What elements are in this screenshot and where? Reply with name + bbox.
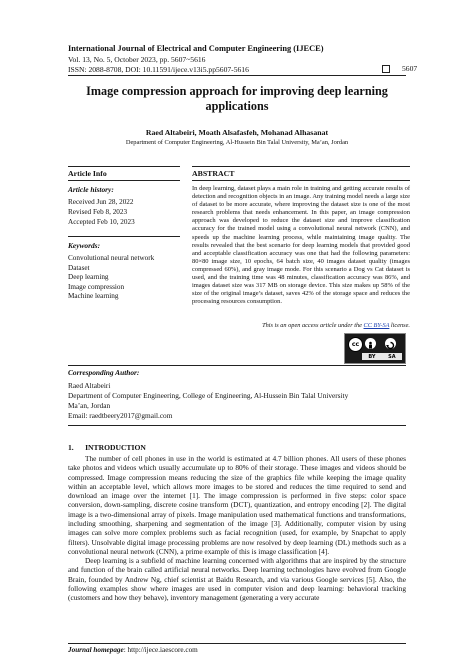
keywords-rule (68, 236, 180, 237)
introduction-heading: 1. INTRODUCTION (68, 443, 146, 452)
header-rule (68, 75, 406, 76)
journal-homepage-url[interactable]: : http://ijece.iaescore.com (123, 646, 198, 654)
page-number: 5607 (402, 64, 418, 73)
article-history-label: Article history: (68, 185, 114, 194)
accepted-date: Accepted Feb 10, 2023 (68, 218, 135, 226)
attribution-person-icon (365, 338, 376, 349)
keywords-label: Keywords: (68, 241, 101, 250)
volume-info: Vol. 13, No. 5, October 2023, pp. 5607~5616 (68, 55, 206, 64)
revised-date: Revised Feb 8, 2023 (68, 208, 128, 216)
creative-commons-icon: cc (348, 337, 363, 352)
paper-title (68, 84, 406, 114)
author-department: Department of Computer Engineering, Al-Hussein Bin Talal University, Ma’an, Jordan (125, 139, 349, 146)
share-alike-arrow-icon (385, 340, 396, 351)
corresponding-affiliation: Department of Computer Engineering, College of Engineering, Al-Hussein Bin Talal University (68, 391, 349, 400)
badge-sa-label: SA (388, 353, 396, 360)
corresponding-bottom-rule (68, 425, 406, 426)
paper-authors: Raed Altabeiri, Moath Alsafasfeh, Mohanad Alhasanat (145, 128, 329, 137)
paper-title-line2: applications (205, 99, 269, 113)
license-badge-strip (362, 353, 402, 360)
article-info-heading: Article Info (68, 169, 107, 178)
share-alike-icon (385, 338, 396, 349)
keyword-item: Machine learning (68, 292, 119, 301)
abstract-top-rule (192, 166, 410, 167)
keyword-item: Image compression (68, 282, 125, 291)
corresponding-author-label: Corresponding Author: (68, 368, 140, 377)
abstract-heading-rule (192, 180, 410, 181)
keyword-item: Deep learning (68, 273, 109, 282)
issn-doi: ISSN: 2088-8708, DOI: 10.11591/ijece.v13i5.pp5607-5616 (68, 65, 249, 74)
keyword-item: Dataset (68, 263, 90, 272)
open-access-note (192, 322, 410, 329)
info-heading-rule (68, 180, 180, 181)
journal-name: International Journal of Electrical and Computer Engineering (IJECE) (68, 44, 324, 53)
corresponding-name: Raed Altabeiri (68, 381, 111, 390)
open-access-suffix: license. (389, 322, 410, 329)
keyword-item: Convolutional neural network (68, 254, 155, 262)
corresponding-top-rule (68, 365, 406, 366)
journal-homepage-label: Journal homepage (68, 646, 124, 654)
journal-homepage (68, 646, 198, 654)
abstract-text: In deep learning, dataset plays a main role in training and getting accurate results of detection and recognition objects in an image. Any training model needs a large size of dataset to be more accurate, where improving the dataset size is one of the most research problems that needs enhancement. In this paper, an image compression approach was developed to reduce the dataset size and improve classification accuracy for the trained model using a convolutional neural network (CNN), and speeds up the machine learning process, while maintaining image quality. The results revealed that the best scenario for deep learning models that provided good and acceptable classification accuracy was one that had the following parameters: 80×80 image size, 10 epochs, 64 batch size, 40 images dataset quality (images compressed 60%), and gray image mode. For this scenario a Dog vs Cat dataset is used, and the training time was 48 minutes, classification accuracy was 86%, and images dataset size was 317 MB on storage device. This size makes up 58% of the size of the original image’s dataset, saves 42% of the storage space and reduces the processing resources consumption. (192, 185, 410, 306)
badge-by-label: BY (368, 353, 376, 360)
open-access-prefix: This is an open access article under the (262, 322, 364, 329)
page-square-icon (382, 65, 390, 73)
introduction-paragraph-1: The number of cell phones in use in the world is estimated at 4.7 billion phones. All users of these phones take photos and videos which usually accumulate up to 80% of their storage. These images and videos should be compressed. Image compression means reducing the size of the graphics file while keeping the image quality within an acceptable level, which allows more images to be stored and reduces the time required to send and download an image over the internet [1]. The image compression is performed in five steps: color space conversion, down-sampling, discrete cosine transform (DCT), quantization, and entropy encoding [2]. The digital image is a two-dimensional array of pixels. Image manipulation used mathematical functions and transformations, including smoothing, sharpening and segmentation of the image [3]. Additionally, computer vision by using images can solve more complex problems such as facial recognition (used, for example, by Snapchat to apply filters). Unsolvable digital image processing problems are now resolved by deep learning (DL) methods such as a convolutional neural network (CNN), a prime example of this is image classification [4]. (68, 454, 406, 556)
keywords-list (68, 254, 154, 302)
person-icon (365, 340, 376, 351)
abstract-heading: ABSTRACT (192, 169, 235, 178)
corresponding-email: Email: raedtbeery2017@gmail.com (68, 411, 173, 420)
corresponding-city: Ma’an, Jordan (68, 401, 111, 410)
footer-rule (68, 643, 406, 644)
received-date: Received Jun 28, 2022 (68, 198, 134, 206)
license-link[interactable]: CC BY-SA (363, 322, 390, 329)
info-top-rule (68, 166, 180, 167)
introduction-paragraph-2: Deep learning is a subfield of machine learning concerned with algorithms that are inspired by the structure and function of the brain called artificial neural networks. Deep learning technologies have evolved from Google Brain, founded by Andrew Ng, chief scientist at Baidu Research, and via various Google services [5]. Also, the following examples show where images are used in computer vision and deep learning: behavioral tracking (customers and how they behave), inventory management (generating a very accurate (68, 556, 406, 603)
paper-title-line1: Image compression approach for improving deep learning (86, 84, 388, 98)
